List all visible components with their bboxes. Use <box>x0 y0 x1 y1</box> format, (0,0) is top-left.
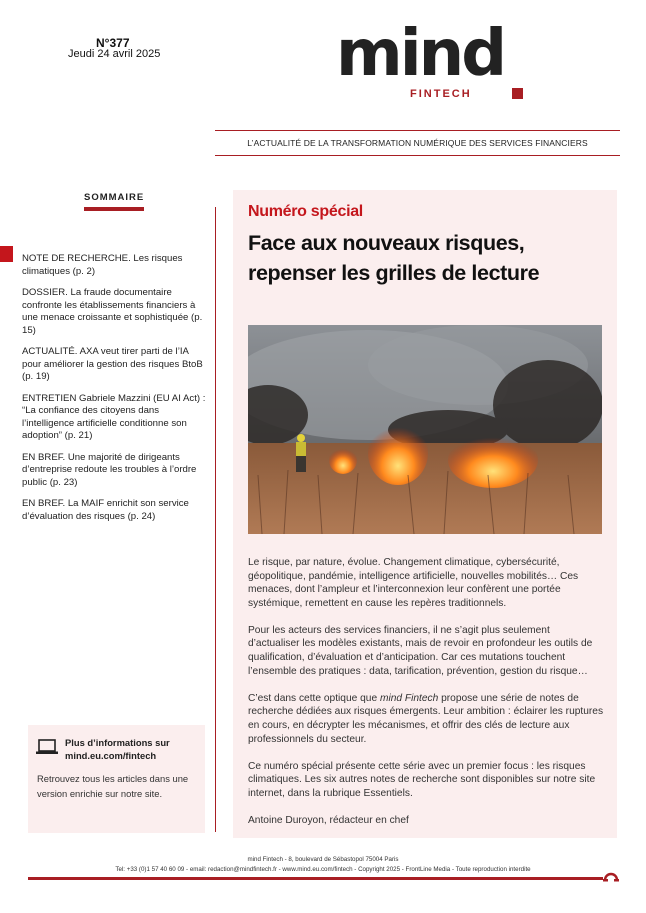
headline-line-2: repenser les grilles de lecture <box>248 261 540 285</box>
footer-bar <box>28 877 603 880</box>
article-body <box>248 556 604 841</box>
toc-item-en-bref-2[interactable]: EN BREF. La MAIF enrichit son service d’évaluation des risques (p. 24) <box>22 498 189 522</box>
article-paragraph <box>248 692 604 746</box>
info-box-title[interactable]: Plus d’informations sur mind.eu.com/fintech <box>65 737 170 761</box>
issue-date: Jeudi 24 avril 2025 <box>68 48 161 60</box>
toc-item-actualite[interactable]: ACTUALITÉ. AXA veut tirer parti de l’IA pour améliorer la gestion des risques BtoB (p. 19) <box>22 346 203 382</box>
toc-item-entretien[interactable]: ENTRETIEN Gabriele Mazzini (EU AI Act) : “La confiance des citoyens dans l’intelligence artificielle conditionne son adoption” (p. 21) <box>22 392 206 441</box>
article-paragraph: Le risque, par nature, évolue. Changement climatique, cybersécurité, géopolitique, pandémie, intelligence artificielle, nouvelles mobilités… Ces menaces, dont l’ampleur et l’interconnexion leur confèrent une portée systémique, remettent en cause les repères traditionnels. <box>248 557 579 609</box>
footer-contact: Tel: +33 (0)1 57 40 60 09 - email: redaction@mindfintech.fr - www.mind.eu.com/fintech - Copyright 2025 - FrontLine Media - Toute reproduction interdite <box>115 866 531 873</box>
info-box-text: Retrouvez tous les articles dans une version enrichie sur notre site. <box>37 773 189 799</box>
logo-square-mark <box>512 88 523 99</box>
toc-item-note-de-recherche[interactable]: NOTE DE RECHERCHE. Les risques climatiques (p. 2) <box>22 253 183 277</box>
issue-number: N°377 <box>96 36 130 50</box>
column-divider <box>215 207 216 832</box>
sommaire-title: SOMMAIRE <box>84 192 145 203</box>
article-paragraph: Pour les acteurs des services financiers, il ne s’agit plus seulement d’actualiser les modèles existants, mais de revoir en profondeur les outils de qualification, d’évaluation et d’anticipation. Car ces mutations touchent l’ensemble des pratiques : data, tarification, prévention, gestion du risque… <box>248 624 593 677</box>
tagline: L’ACTUALITÉ DE LA TRANSFORMATION NUMÉRIQUE DES SERVICES FINANCIERS <box>247 138 588 148</box>
info-box <box>28 725 205 833</box>
tagline-banner <box>215 130 620 156</box>
para3-before: C’est dans cette optique que <box>248 692 380 704</box>
headline-line-1: Face aux nouveaux risques, <box>248 231 525 255</box>
para3-after: propose une série de notes de recherche dédiées aux risques émergents. Leur ambition : éclairer les ruptures en cours, en décrypter les mécanismes, et offrir des clés de lecture aux professionnels du secteur. <box>248 692 604 745</box>
table-of-contents <box>22 253 208 532</box>
footer-address: mind Fintech - 8, boulevard de Sébastopol 75004 Paris <box>247 856 399 863</box>
article-signature: Antoine Duroyon, rédacteur en chef <box>248 814 409 826</box>
article-paragraph: Ce numéro spécial présente cette série avec un premier focus : les risques climatiques. Les six autres notes de recherche sont disponibles sur notre site internet, dans la rubrique Essentiels. <box>248 760 596 799</box>
firefighter-figure <box>296 434 306 472</box>
article-headline <box>248 228 608 288</box>
mind-fintech-logo[interactable] <box>336 17 526 102</box>
wildfire-photo <box>248 325 602 534</box>
logo-fintech-text: FINTECH <box>410 88 472 100</box>
para3-emphasis: mind Fintech <box>379 692 439 704</box>
frontline-logo-icon <box>602 868 620 882</box>
toc-marker <box>0 246 13 262</box>
toc-item-en-bref-1[interactable]: EN BREF. Une majorité de dirigeants d’entreprise redoute les troubles à l’ordre public (p. 23) <box>22 451 197 488</box>
sommaire-underline <box>84 207 144 211</box>
laptop-icon <box>36 739 58 755</box>
article-kicker: Numéro spécial <box>248 203 363 220</box>
toc-item-dossier[interactable]: DOSSIER. La fraude documentaire confronte les établissements financiers à une menace croissante et sophistiquée (p. 15) <box>22 287 203 336</box>
logo-mind-text: mind <box>336 17 504 91</box>
